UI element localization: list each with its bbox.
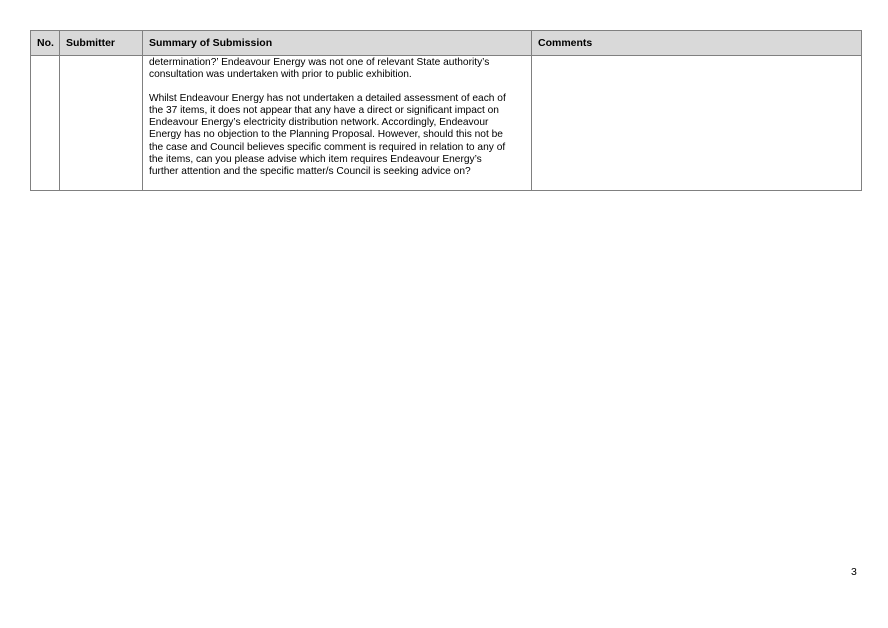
header-submitter: Submitter: [60, 31, 143, 56]
table-row: [31, 56, 862, 191]
summary-line: the 37 items, it does not appear that any have a direct or significant impact on: [149, 105, 499, 117]
summary-line: consultation was undertaken with prior to public exhibition.: [149, 69, 412, 81]
summary-line: further attention and the specific matter/s Council is seeking advice on?: [149, 165, 471, 177]
header-summary: Summary of Submission: [143, 31, 532, 56]
submissions-table: [30, 30, 862, 191]
cell-comments: [532, 56, 862, 191]
summary-line: determination?’ Endeavour Energy was not one of relevant State authority’s: [149, 57, 490, 68]
summary-line: the case and Council believes specific comment is required in relation to any of: [149, 141, 506, 153]
cell-no: [31, 56, 60, 191]
table-header-row: [31, 31, 862, 56]
summary-line: Endeavour Energy’s electricity distribution network. Accordingly, Endeavour: [149, 117, 489, 129]
header-no: No.: [31, 31, 60, 56]
page-number: 3: [851, 566, 857, 578]
header-comments: Comments: [532, 31, 862, 56]
cell-summary: [143, 56, 532, 191]
summary-line: the items, can you please advise which item requires Endeavour Energy’s: [149, 153, 482, 165]
summary-line: Whilst Endeavour Energy has not undertaken a detailed assessment of each of: [149, 93, 506, 105]
summary-line: Energy has no objection to the Planning Proposal. However, should this not be: [149, 129, 503, 141]
cell-submitter: [60, 56, 143, 191]
paragraph-gap: [149, 81, 525, 93]
